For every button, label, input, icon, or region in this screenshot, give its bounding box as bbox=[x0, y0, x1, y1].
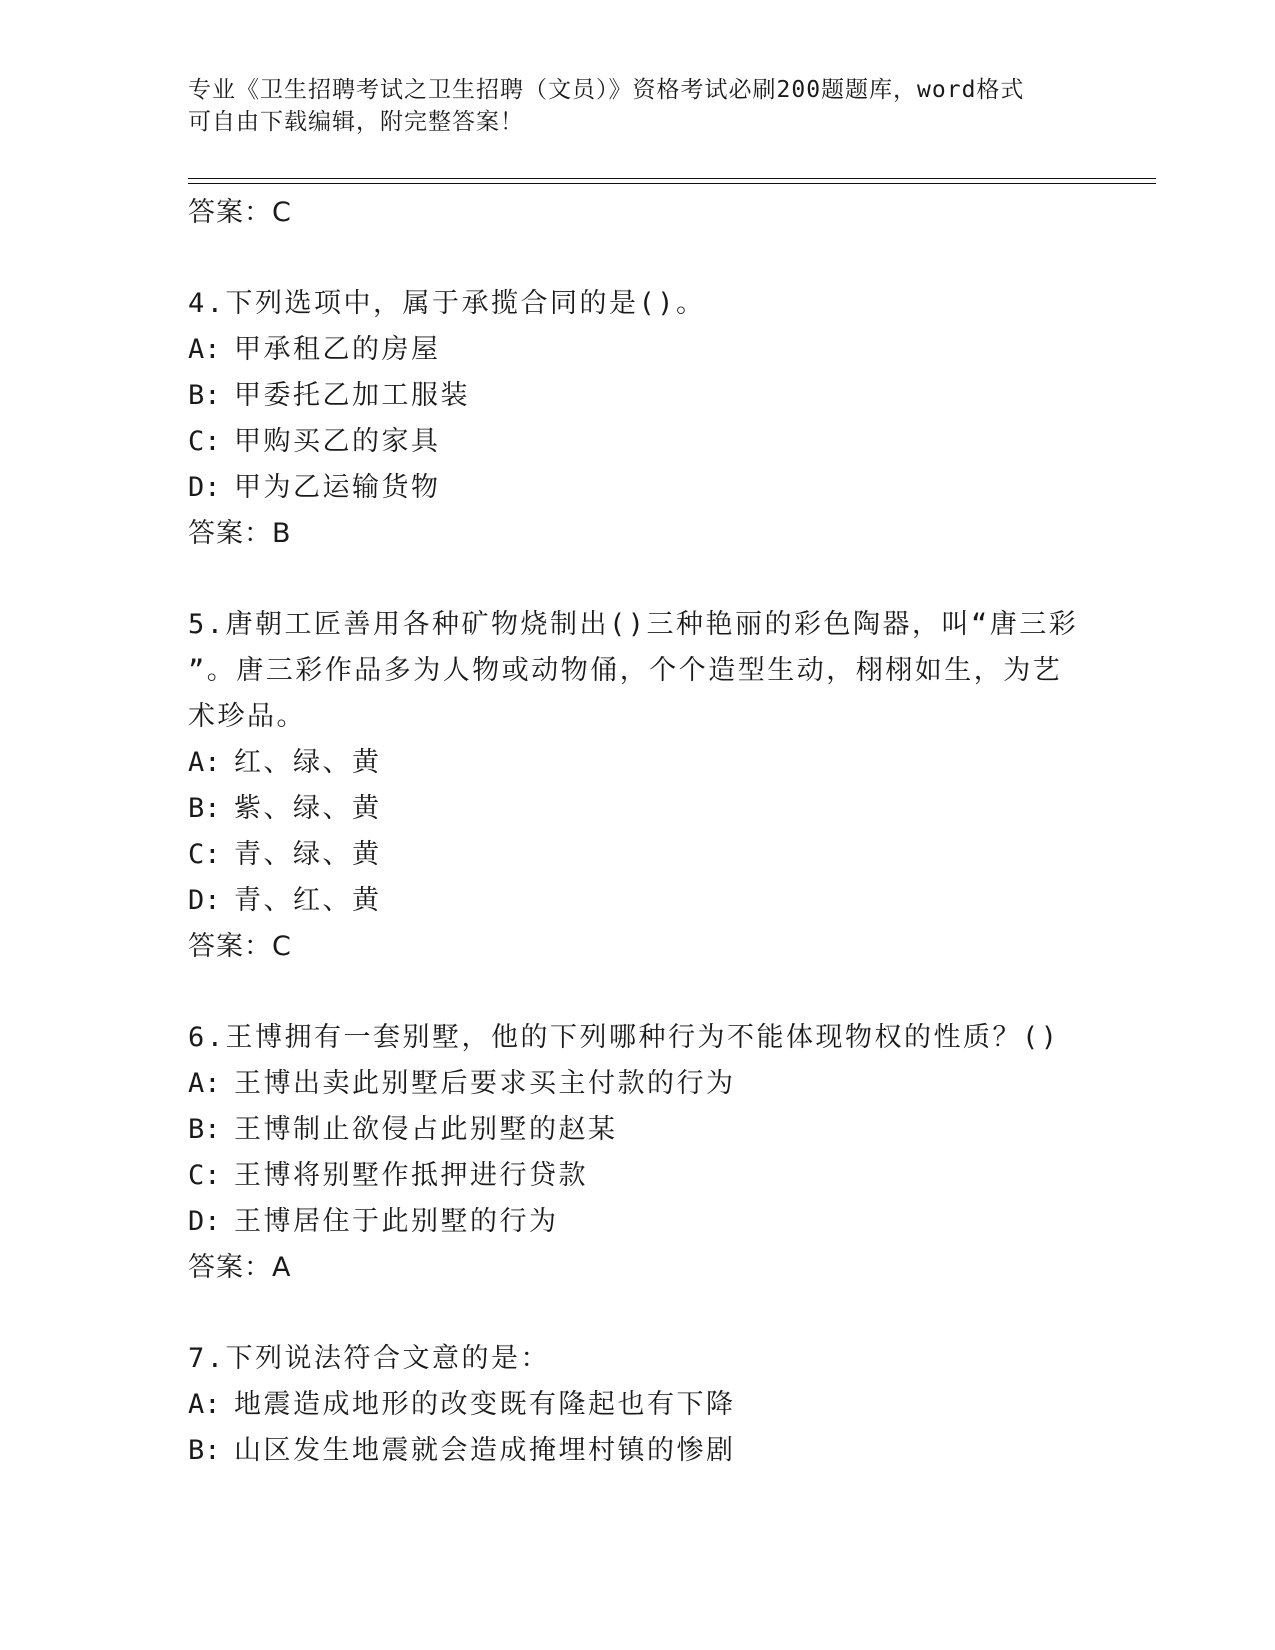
option-text: 地震造成地形的改变既有隆起也有下降 bbox=[234, 1389, 736, 1420]
option-b bbox=[188, 1428, 1088, 1474]
question-text: ”。唐三彩作品多为人物或动物俑，个个造型生动，栩栩如生，为艺 bbox=[188, 655, 1063, 686]
option-text: 王博居住于此别墅的行为 bbox=[234, 1206, 559, 1237]
option-text: 甲购买乙的家具 bbox=[234, 426, 441, 457]
option-letter: A: bbox=[188, 1068, 221, 1099]
option-letter: B: bbox=[188, 1435, 221, 1466]
question-7 bbox=[188, 1336, 1088, 1474]
option-letter: A: bbox=[188, 1389, 221, 1420]
option-letter: A: bbox=[188, 747, 221, 778]
option-text: 紫、绿、黄 bbox=[234, 793, 382, 824]
question-text: 4.下列选项中，属于承揽合同的是()。 bbox=[188, 288, 706, 319]
option-text: 甲承租乙的房屋 bbox=[234, 334, 441, 365]
option-d bbox=[188, 1199, 1088, 1245]
answer-label: 答案：B bbox=[188, 518, 292, 549]
option-c bbox=[188, 1153, 1088, 1199]
option-letter: C: bbox=[188, 839, 221, 870]
option-d bbox=[188, 878, 1088, 924]
option-a bbox=[188, 740, 1088, 786]
option-text: 青、红、黄 bbox=[234, 885, 382, 916]
answer-label: 答案：C bbox=[188, 197, 292, 228]
question-text: 术珍品。 bbox=[188, 701, 306, 732]
option-letter: D: bbox=[188, 472, 221, 503]
question-text: 6.王博拥有一套别墅，他的下列哪种行为不能体现物权的性质？() bbox=[188, 1022, 1060, 1053]
option-text: 甲委托乙加工服装 bbox=[234, 380, 470, 411]
option-b bbox=[188, 786, 1088, 832]
option-letter: B: bbox=[188, 793, 221, 824]
option-text: 王博出卖此别墅后要求买主付款的行为 bbox=[234, 1068, 736, 1099]
question-6 bbox=[188, 1015, 1088, 1291]
option-b bbox=[188, 1107, 1088, 1153]
option-text: 青、绿、黄 bbox=[234, 839, 382, 870]
question-text: 7.下列说法符合文意的是： bbox=[188, 1343, 551, 1374]
option-letter: C: bbox=[188, 426, 221, 457]
option-letter: A: bbox=[188, 334, 221, 365]
question-4 bbox=[188, 281, 1088, 557]
header-line-2: 可自由下载编辑，附完整答案！ bbox=[188, 109, 524, 135]
option-letter: C: bbox=[188, 1160, 221, 1191]
option-letter: D: bbox=[188, 885, 221, 916]
option-c bbox=[188, 419, 1088, 465]
option-a bbox=[188, 1061, 1088, 1107]
option-letter: B: bbox=[188, 380, 221, 411]
header-rule-top bbox=[188, 178, 1156, 179]
header-rule-bottom bbox=[188, 183, 1156, 184]
answer-label: 答案：C bbox=[188, 931, 292, 962]
option-a bbox=[188, 327, 1088, 373]
option-a bbox=[188, 1382, 1088, 1428]
question-text: 5.唐朝工匠善用各种矿物烧制出()三种艳丽的彩色陶器，叫“唐三彩 bbox=[188, 609, 1079, 640]
option-text: 红、绿、黄 bbox=[234, 747, 382, 778]
option-d bbox=[188, 465, 1088, 511]
option-text: 王博将别墅作抵押进行贷款 bbox=[234, 1160, 588, 1191]
document-header bbox=[188, 74, 1068, 138]
question-5 bbox=[188, 602, 1088, 970]
option-letter: D: bbox=[188, 1206, 221, 1237]
option-text: 王博制止欲侵占此别墅的赵某 bbox=[234, 1114, 618, 1145]
option-text: 山区发生地震就会造成掩埋村镇的惨剧 bbox=[234, 1435, 736, 1466]
answer-label: 答案：A bbox=[188, 1252, 292, 1283]
option-letter: B: bbox=[188, 1114, 221, 1145]
option-c bbox=[188, 832, 1088, 878]
option-b bbox=[188, 373, 1088, 419]
header-line-1: 专业《卫生招聘考试之卫生招聘（文员）》资格考试必刷200题题库，word格式 bbox=[188, 77, 1025, 103]
document-body bbox=[188, 190, 1088, 1474]
option-text: 甲为乙运输货物 bbox=[234, 472, 441, 503]
